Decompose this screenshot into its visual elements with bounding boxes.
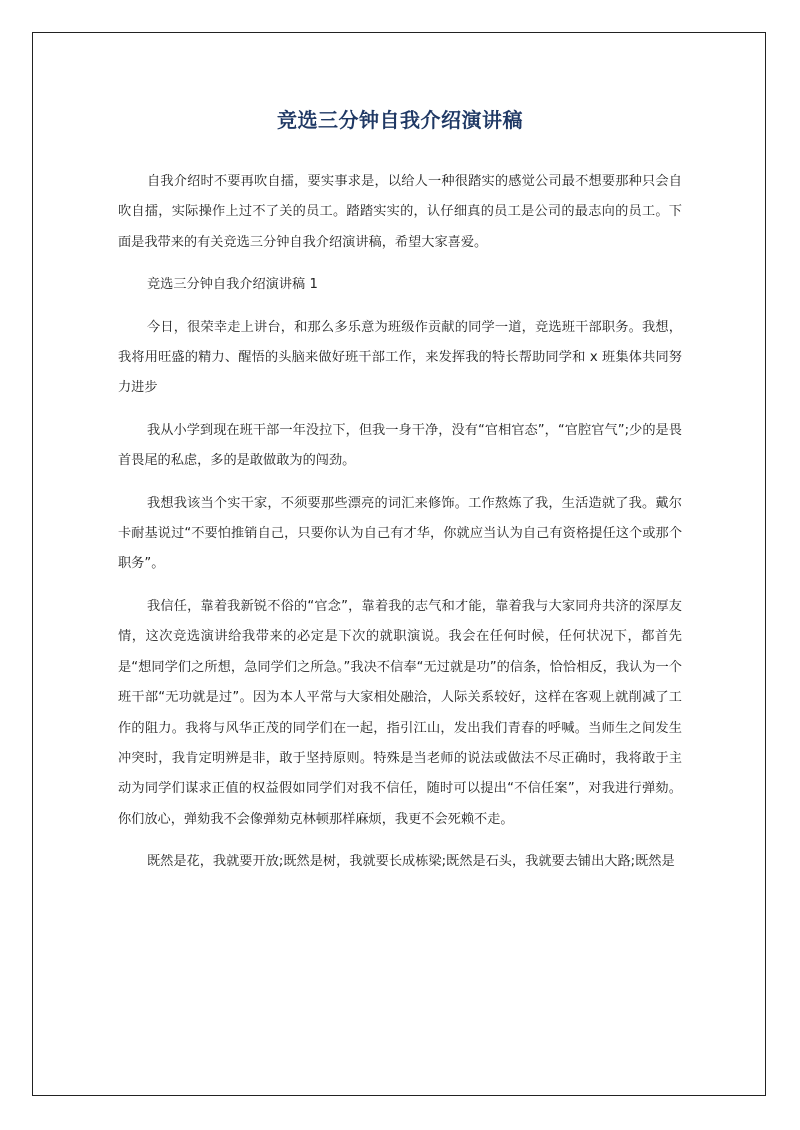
paragraph-intro: 自我介绍时不要再吹自擂，要实事求是，以给人一种很踏实的感觉公司最不想要那种只会自吹自擂，实际操作上过不了关的员工。踏踏实实的，认仔细真的员工是公司的最志向的员工。下面是我带来的有关竞选三分钟自我介绍演讲稿，希望大家喜爱。: [118, 174, 682, 250]
document-body: [118, 167, 682, 890]
section-heading: 竞选三分钟自我介绍演讲稿 1: [147, 277, 318, 293]
paragraph-2: 我从小学到现在班干部一年没拉下，但我一身干净，没有“官相官态”，“官腔官气”;少的是畏首畏尾的私虑，多的是敢做敢为的闯劲。: [118, 422, 682, 469]
paragraph-5: 既然是花，我就要开放;既然是树，我就要长成栋梁;既然是石头，我就要去铺出大路;既然是: [147, 854, 675, 870]
document-title: 竞选三分钟自我介绍演讲稿: [277, 108, 523, 132]
paragraph-4: 我信任，靠着我新锐不俗的“官念”，靠着我的志气和才能，靠着我与大家同舟共济的深厚友情，这次竞选演讲给我带来的必定是下次的就职演说。我会在任何时候，任何状况下，都首先是“想同学们之所想，急同学们之所急。”我决不信奉“无过就是功”的信条，恰恰相反，我认为一个班干部“无功就是过”。因为本人平常与大家相处融洽，人际关系较好，这样在客观上就削减了工作的阻力。我将与风华正茂的同学们在一起，指引江山，发出我们青春的呼喊。当师生之间发生冲突时，我肯定明辨是非，敢于坚持原则。特殊是当老师的说法或做法不尽正确时，我将敢于主动为同学们谋求正值的权益假如同学们对我不信任，随时可以提出“不信任案”，对我进行弹劾。你们放心，弹劾我不会像弹劾克林顿那样麻烦，我更不会死赖不走。: [118, 598, 682, 827]
paragraph-1: 今日，很荣幸走上讲台，和那么多乐意为班级作贡献的同学一道，竞选班干部职务。我想，我将用旺盛的精力、醒悟的头脑来做好班干部工作，来发挥我的特长帮助同学和 x 班集体共同努力进步: [118, 319, 682, 396]
paragraph-3: 我想我该当个实干家，不须要那些漂亮的词汇来修饰。工作熬炼了我，生活造就了我。戴尔卡耐基说过“不要怕推销自己，只要你认为自己有才华，你就应当认为自己有资格提任这个或那个职务”。: [118, 495, 682, 572]
